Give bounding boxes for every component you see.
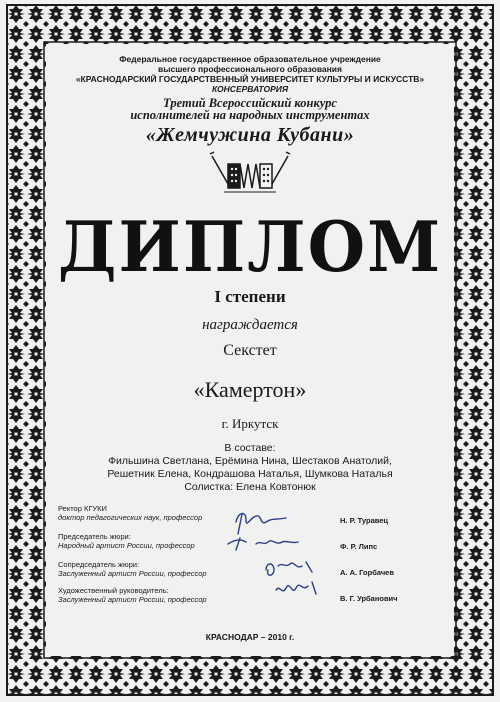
members-line-1: Фильшина Светлана, Ерёмина Нина, Шестаков Анатолий, [108,455,392,467]
signatory-title: Сопредседатель жюри: [58,560,140,569]
accordion-icon [206,148,294,200]
signatory-art-director [58,586,207,604]
institution-line-2: высшего профессионального образования [158,64,342,74]
signatory-title: Ректор КГУКИ [58,504,107,513]
ensemble-type: Секстет [223,342,277,359]
diploma-heading: ДИПЛОМ [57,206,443,288]
members-line-2: Решетник Елена, Кондрашова Наталья, Шумкова Наталья [107,468,393,480]
signatory-details: Заслуженный артист России, профессор [58,569,207,578]
signatory-jury-chair [58,532,195,550]
signatory-details: доктор педагогических наук, профессор [58,513,203,522]
place-and-year: КРАСНОДАР – 2010 г. [205,632,295,642]
composition-label: В составе: [224,442,276,454]
conservatory-label: КОНСЕРВАТОРИЯ [211,84,289,94]
diploma-content [46,44,454,656]
signatory-jury-cochair [58,560,207,578]
contest-title: «Жемчужина Кубани» [145,124,355,146]
signatory-title: Председатель жюри: [58,532,131,541]
signatory-name: А. А. Горбачев [340,568,394,577]
ensemble-name: «Камертон» [193,377,307,402]
signatory-rector [58,504,202,522]
handwritten-signatures [216,500,326,610]
signatory-name: В. Г. Урбанович [340,594,398,603]
signatory-name: Ф. Р. Липс [340,542,378,551]
awarded-label: награждается [202,317,298,333]
diploma-degree: I степени [214,287,286,306]
signatory-title: Художественный руководитель: [58,586,169,595]
institution-name: «КРАСНОДАРСКИЙ ГОСУДАРСТВЕННЫЙ УНИВЕРСИТЕТ КУЛЬТУРЫ И ИСКУССТВ» [75,74,425,84]
contest-line-2: исполнителей на народных инструментах [130,108,370,122]
contest-line-1: Третий Всероссийский конкурс [163,96,337,110]
signatory-details: Заслуженный артист России, профессор [58,595,207,604]
signatory-name: Н. Р. Туравец [340,516,389,525]
signatory-details: Народный артист России, профессор [58,541,195,550]
soloist-line: Солистка: Елена Ковтонюк [184,481,316,493]
institution-line-1: Федеральное государственное образовательное учреждение [119,54,381,64]
ensemble-city: г. Иркутск [221,416,279,431]
